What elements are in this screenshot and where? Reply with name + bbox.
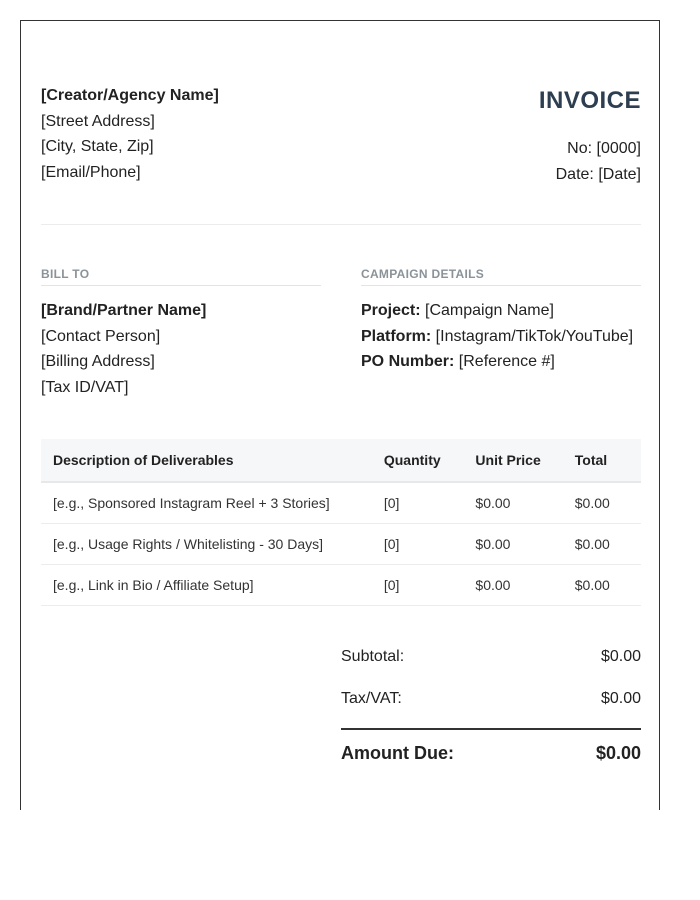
campaign-project <box>361 298 641 324</box>
table-header-row <box>41 439 641 482</box>
platform-value: [Instagram/TikTok/YouTube] <box>431 327 634 345</box>
header-description: Description of Deliverables <box>41 439 372 482</box>
row-description: [e.g., Link in Bio / Affiliate Setup] <box>41 565 372 606</box>
sender-street: [Street Address] <box>41 112 155 130</box>
amount-due-label: Amount Due: <box>341 743 454 763</box>
bill-to-address: [Billing Address] <box>41 353 155 370</box>
invoice-meta <box>539 136 641 188</box>
row-total: $0.00 <box>563 524 641 565</box>
sender-block <box>41 83 219 185</box>
platform-label: Platform: <box>361 327 432 345</box>
table-row <box>41 565 641 606</box>
sender-city: [City, State, Zip] <box>41 138 154 155</box>
amount-due-value: $0.00 <box>595 743 641 763</box>
table-row <box>41 482 641 524</box>
row-unit-price: $0.00 <box>463 482 562 524</box>
invoice-number: No: [0000] <box>567 140 641 157</box>
bill-to-details <box>41 298 321 400</box>
subtotal-value: $0.00 <box>600 648 641 665</box>
campaign-platform <box>361 324 641 350</box>
bill-to-heading: BILL TO <box>41 267 321 286</box>
invoice-date: Date: [Date] <box>555 166 641 183</box>
invoice-title-block <box>539 83 641 188</box>
campaign-po <box>361 349 641 375</box>
subtotal-row <box>341 636 641 678</box>
sender-contact: [Email/Phone] <box>41 163 141 181</box>
sender-name: [Creator/Agency Name] <box>41 87 219 104</box>
row-unit-price: $0.00 <box>463 524 562 565</box>
campaign-section <box>361 267 641 375</box>
row-unit-price: $0.00 <box>463 565 562 606</box>
campaign-details <box>361 298 641 375</box>
row-description: [e.g., Usage Rights / Whitelisting - 30 Days] <box>41 524 372 565</box>
bill-to-brand: [Brand/Partner Name] <box>41 302 207 319</box>
bill-to-contact: [Contact Person] <box>41 327 161 345</box>
po-value: [Reference #] <box>454 353 555 370</box>
row-quantity: [0] <box>372 524 464 565</box>
header-unit-price: Unit Price <box>463 439 562 482</box>
po-label: PO Number: <box>361 353 455 370</box>
project-value: [Campaign Name] <box>420 302 554 319</box>
subtotal-label: Subtotal: <box>341 648 405 665</box>
header-divider <box>41 224 641 225</box>
header-quantity: Quantity <box>372 439 464 482</box>
tax-label: Tax/VAT: <box>341 690 402 707</box>
row-total: $0.00 <box>563 482 641 524</box>
invoice-header <box>41 83 641 193</box>
row-description: [e.g., Sponsored Instagram Reel + 3 Stories] <box>41 482 372 524</box>
deliverables-table <box>41 439 641 606</box>
invoice-page <box>20 20 660 810</box>
row-quantity: [0] <box>372 565 464 606</box>
tax-row <box>341 678 641 720</box>
amount-due-row <box>341 730 641 776</box>
header-total: Total <box>563 439 641 482</box>
row-quantity: [0] <box>372 482 464 524</box>
bill-to-section <box>41 267 321 400</box>
invoice-title: INVOICE <box>538 87 641 114</box>
table-row <box>41 524 641 565</box>
tax-value: $0.00 <box>600 690 641 707</box>
project-label: Project: <box>361 302 421 319</box>
bill-to-tax-id: [Tax ID/VAT] <box>41 378 129 396</box>
campaign-heading: CAMPAIGN DETAILS <box>361 267 641 286</box>
totals-block <box>341 636 641 776</box>
row-total: $0.00 <box>563 565 641 606</box>
